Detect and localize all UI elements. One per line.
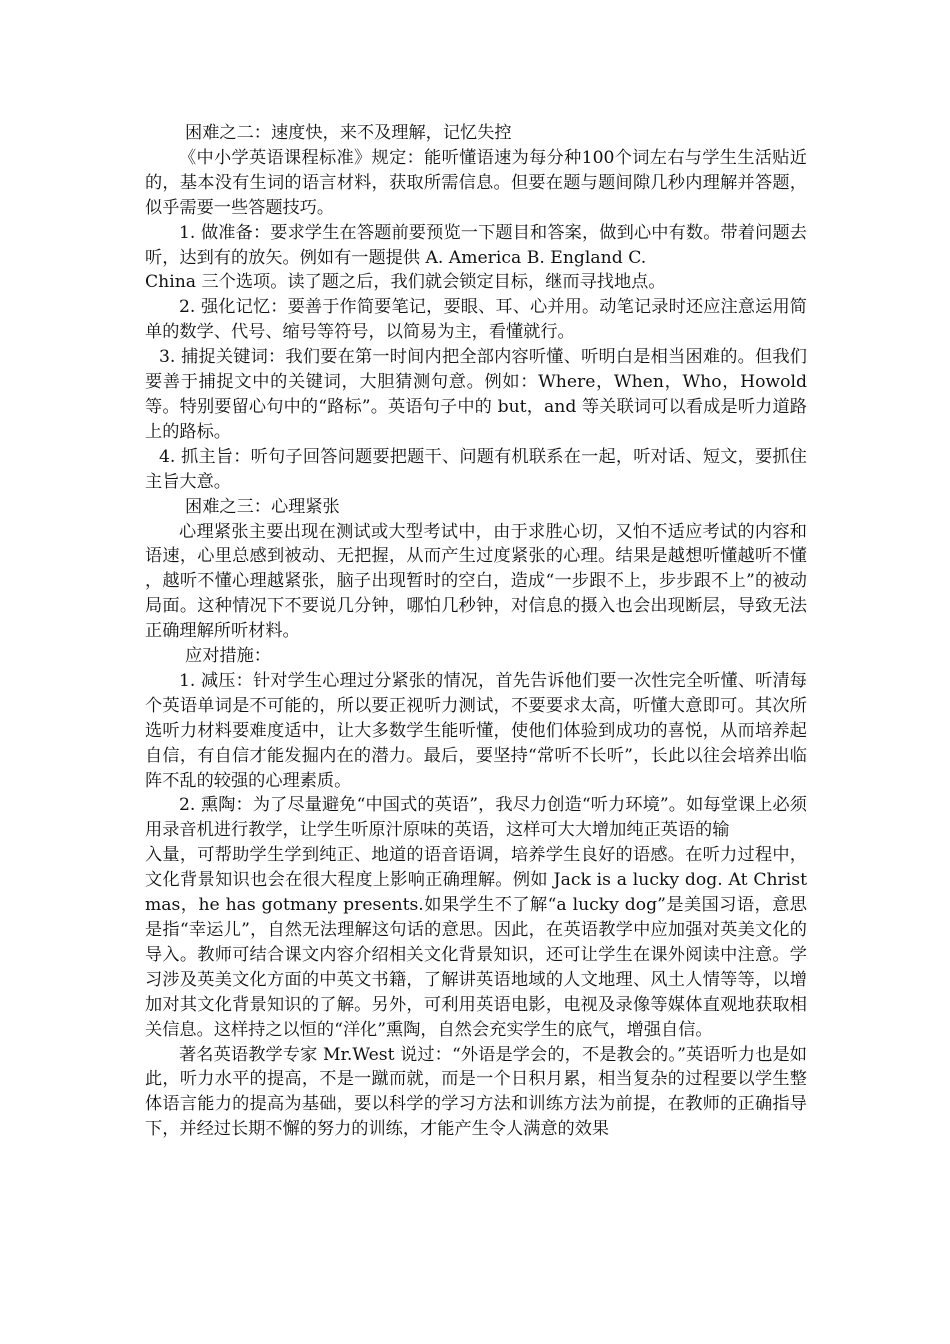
paragraph-immersion-continued: 入量，可帮助学生学到纯正、地道的语音语调，培养学生良好的语感。在听力过程中， 文化背景知识也会在很大程度上影响正确理解。例如 Jack is a lucky dog. At Christmas，he has gotmany presents.如果学生不了解“a lucky dog”是美国习语，意思是指“幸运儿”，自然无法理解这句话的意思。因此，在英语教学中应加强对英美文化的导入。教师可结合课文内容介绍相关文化背景知识，还可让学生在课外阅读中注意。学习涉及英美文化方面的中英文书籍，了解讲英语地域的人文地理、风土人情等等，以增加对其文化背景知识的了解。另外，可利用英语电影，电视及录像等媒体直观地获取相关信息。这样持之以恒的“洋化”熏陶，自然会充实学生的底气，增强自信。: [145, 845, 807, 1040]
paragraph-main-idea: 4. 抓主旨：听句子回答问题要把题干、问题有机联系在一起，听对话、短文，要抓住主旨大意。: [145, 446, 807, 492]
paragraph-preparation: 1. 做准备：要求学生在答题前要预览一下题目和答案，做到心中有数。带着问题去听，达到有的放矢。例如有一题提供 A. America B. England C.: [145, 222, 807, 268]
heading-countermeasures: 应对措施：: [185, 646, 271, 667]
paragraph-keywords: 3. 捕捉关键词：我们要在第一时间内把全部内容听懂、听明白是相当困难的。但我们要善于捕捉文中的关键词，大胆猜测句意。例如：Where，When，Who，Howold 等。特别要留心句中的“路标”。英语句子中的 but，and 等关联词可以看成是听力道路上的路标。: [145, 347, 807, 442]
paragraph-immersion: 2. 熏陶：为了尽量避免“中国式的英语”，我尽力创造“听力环境”。如每堂课上必须用录音机进行教学，让学生听原汁原味的英语，这样可大大增加纯正英语的输: [145, 795, 807, 841]
paragraph-nervousness: 心理紧张主要出现在测试或大型考试中，由于求胜心切，又怕不适应考试的内容和语速，心里总感到被动、无把握，从而产生过度紧张的心理。结果是越想听懂越听不懂，越听不懂心理越紧张，脑子出现暂时的空白，造成“一步跟不上，步步跟不上”的被动局面。这种情况下不要说几分钟，哪怕几秒钟，对信息的摄入也会出现断层，导致无法正确理解所听材料。: [145, 521, 807, 642]
heading-difficulty-three: 困难之三：心理紧张: [185, 496, 340, 517]
document-body: [145, 121, 807, 1142]
paragraph-conclusion: 著名英语教学专家 Mr.West 说过：“外语是学会的，不是教会的。”英语听力也是如此，听力水平的提高，不是一蹴而就，而是一个日积月累，相当复杂的过程要以学生整体语言能力的提高为基础，要以科学的学习方法和训练方法为前提，在教师的正确指导下，并经过长期不懈的努力的训练，才能产生令人满意的效果: [145, 1044, 807, 1140]
paragraph-memory: 2. 强化记忆：要善于作简要笔记，要眼、耳、心并用。动笔记录时还应注意运用简单的数学、代号、缩号等符号，以简易为主，看懂就行。: [145, 297, 807, 343]
paragraph-preparation-continued: China 三个选项。读了题之后，我们就会锁定目标，继而寻找地点。: [145, 272, 666, 293]
paragraph-reduce-pressure: 1. 减压：针对学生心理过分紧张的情况，首先告诉他们要一次性完全听懂、听清每个英语单词是不可能的，所以要正视听力测试，不要要求太高，听懂大意即可。其次所选听力材料要难度适中，让大多数学生能听懂，使他们体验到成功的喜悦，从而培养起自信，有自信才能发掘内在的潜力。最后，要坚持“常听不长听”，长此以往会培养出临阵不乱的较强的心理素质。: [145, 670, 807, 791]
heading-difficulty-two: 困难之二：速度快，来不及理解，记忆失控: [185, 123, 512, 143]
paragraph-curriculum-standard: 《中小学英语课程标准》规定：能听懂语速为每分种100个词左右与学生生活贴近的，基本没有生词的语言材料，获取所需信息。但要在题与题间隙几秒内理解并答题，似乎需要一些答题技巧。: [145, 147, 807, 218]
